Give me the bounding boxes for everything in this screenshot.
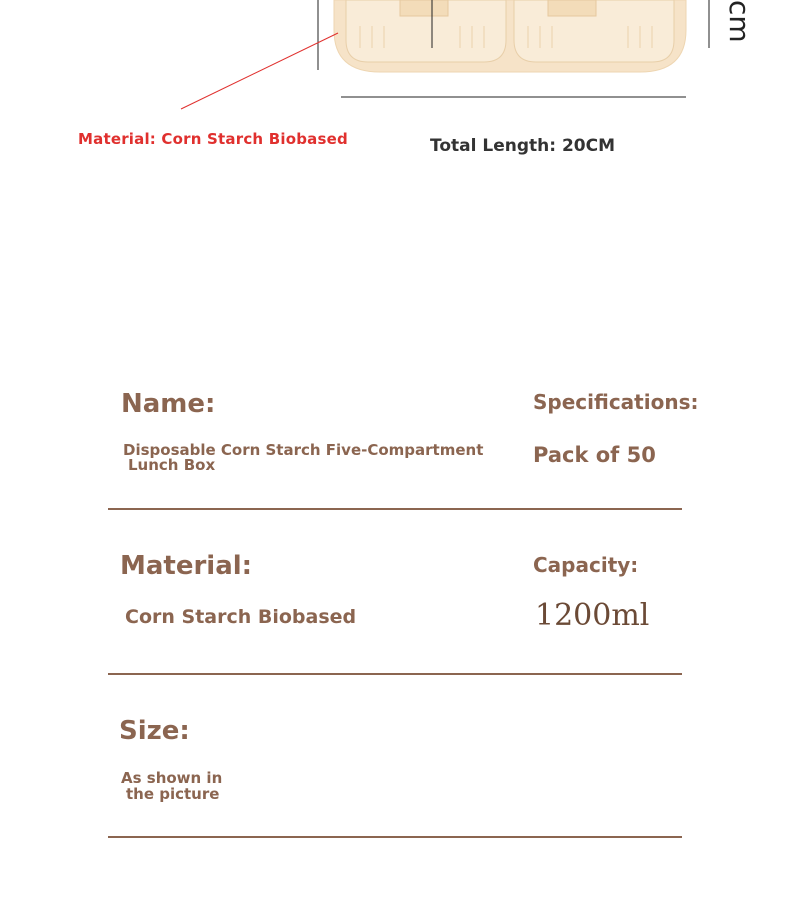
- material-callout: Material: Corn Starch Biobased: [78, 130, 348, 148]
- divider-1: [108, 508, 682, 510]
- capacity-heading: Capacity:: [533, 553, 639, 577]
- name-value-line2: Lunch Box: [128, 456, 216, 474]
- lunch-box-tray-image: [334, 0, 686, 72]
- divider-3: [108, 836, 682, 838]
- size-value-line1: As shown in: [121, 769, 223, 787]
- size-heading: Size:: [119, 716, 190, 746]
- capacity-value: 1200ml: [535, 598, 650, 633]
- lunch-box-diagram: [0, 0, 790, 180]
- size-value-line2: the picture: [126, 785, 220, 803]
- specifications-heading: Specifications:: [533, 390, 699, 414]
- material-callout-pointer: [181, 33, 338, 109]
- name-value-line1: Disposable Corn Starch Five-Compartment: [123, 441, 484, 459]
- total-length-label: Total Length: 20CM: [430, 136, 615, 156]
- material-value: Corn Starch Biobased: [125, 606, 357, 628]
- divider-2: [108, 673, 682, 675]
- specifications-value: Pack of 50: [533, 443, 656, 467]
- name-heading: Name:: [121, 389, 216, 419]
- height-unit-label: cm: [723, 0, 756, 43]
- material-heading: Material:: [120, 551, 253, 581]
